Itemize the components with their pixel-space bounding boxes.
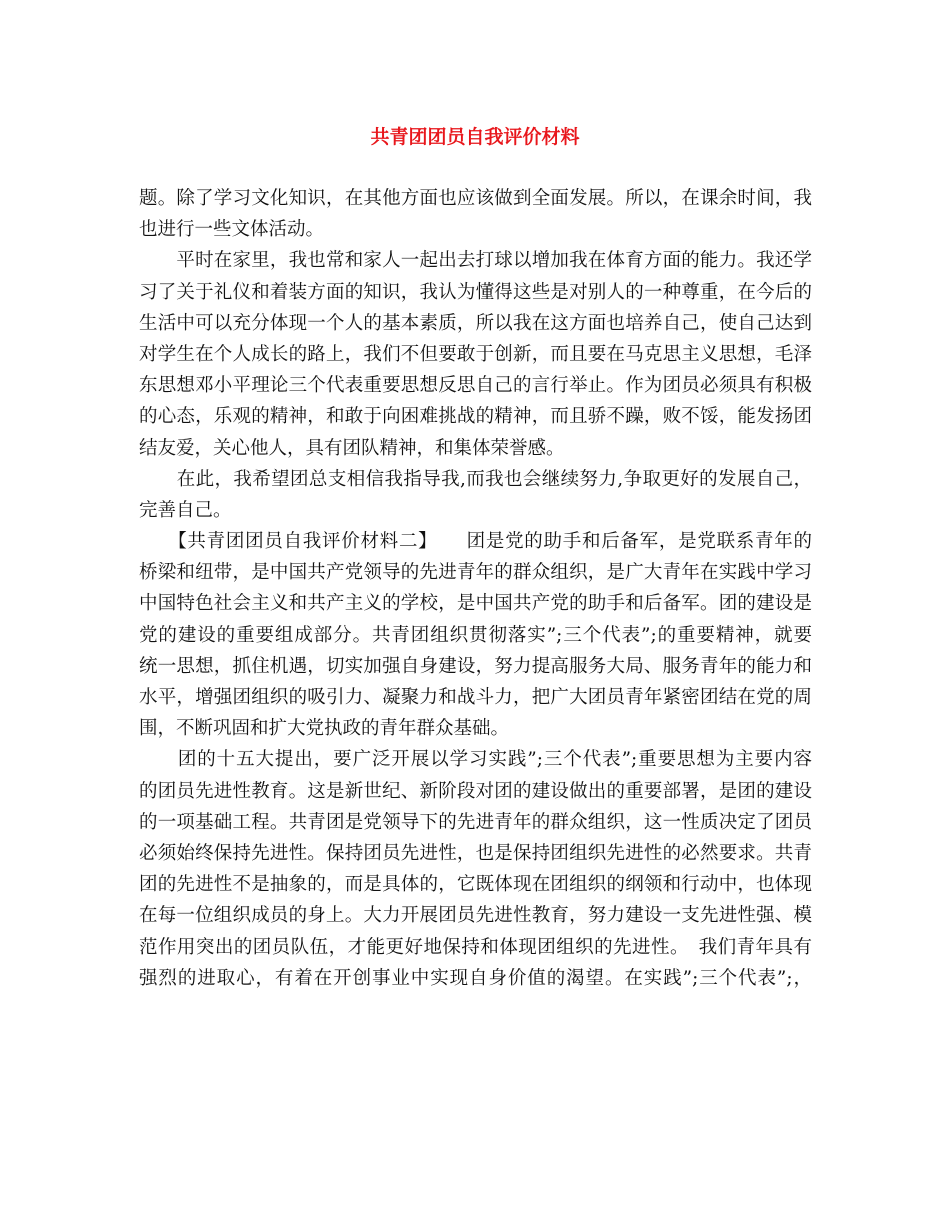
text-line: 在此，我希望团总支相信我指导我,而我也会继续努力,争取更好的发展自己， [139,468,812,490]
text-line: 强烈的进取心，有着在开创事业中实现自身价值的渴望。在实践”;三个代表”;， [139,967,812,989]
text-line: 结友爱，关心他人，具有团队精神，和集体荣誉感。 [139,437,565,459]
text-line: 习了关于礼仪和着装方面的知识，我认为懂得这些是对别人的一种尊重，在今后的 [139,281,812,303]
document-body [139,183,812,994]
text-line: 桥梁和纽带，是中国共产党领导的先进青年的群众组织，是广大青年在实践中学习 [139,562,812,584]
text-line: 围，不断巩固和扩大党执政的青年群众基础。 [139,718,510,740]
text-line: 水平，增强团组织的吸引力、凝聚力和战斗力，把广大团员青年紧密团结在党的周 [139,687,812,708]
text-line: 完善自己。 [139,499,232,521]
text-line: 在每一位组织成员的身上。大力开展团员先进性教育，努力建设一支先进性强、模 [139,905,812,927]
text-line: 的团员先进性教育。这是新世纪、新阶段对团的建设做出的重要部署，是团的建设 [139,780,812,802]
text-line: 也进行一些文体活动。 [139,219,325,241]
text-line: 【共青团团员自我评价材料二】 团是党的助手和后备军，是党联系青年的 [139,531,812,553]
text-line: 东思想邓小平理论三个代表重要思想反思自己的言行举止。作为团员必须具有积极 [139,375,812,397]
text-line: 团的十五大提出，要广泛开展以学习实践”;三个代表”;重要思想为主要内容 [139,749,812,771]
text-line: 生活中可以充分体现一个人的基本素质，所以我在这方面也培养自己，使自己达到 [139,312,812,334]
text-line: 必须始终保持先进性。保持团员先进性，也是保持团组织先进性的必然要求。共青 [139,842,812,864]
text-line: 范作用突出的团员队伍，才能更好地保持和体现团组织的先进性。 我们青年具有 [139,936,812,958]
text-line: 题。除了学习文化知识，在其他方面也应该做到全面发展。所以，在课余时间，我 [139,188,812,209]
text-line: 对学生在个人成长的路上，我们不但要敢于创新，而且要在马克思主义思想，毛泽 [139,343,812,365]
document-title: 共青团团员自我评价材料 [370,126,580,148]
text-line: 平时在家里，我也常和家人一起出去打球以增加我在体育方面的能力。我还学 [139,250,812,272]
text-line: 团的先进性不是抽象的，而是具体的，它既体现在团组织的纲领和行动中，也体现 [139,874,812,896]
text-line: 的心态，乐观的精神，和敢于向困难挑战的精神，而且骄不躁，败不馁，能发扬团 [139,406,812,428]
text-line: 统一思想，抓住机遇，切实加强自身建设，努力提高服务大局、服务青年的能力和 [139,655,812,677]
text-line: 的一项基础工程。共青团是党领导下的先进青年的群众组织，这一性质决定了团员 [139,811,812,833]
text-line: 中国特色社会主义和共产主义的学校，是中国共产党的助手和后备军。团的建设是 [139,593,812,615]
text-line: 党的建设的重要组成部分。共青团组织贯彻落实”;三个代表”;的重要精神，就要 [139,624,812,646]
